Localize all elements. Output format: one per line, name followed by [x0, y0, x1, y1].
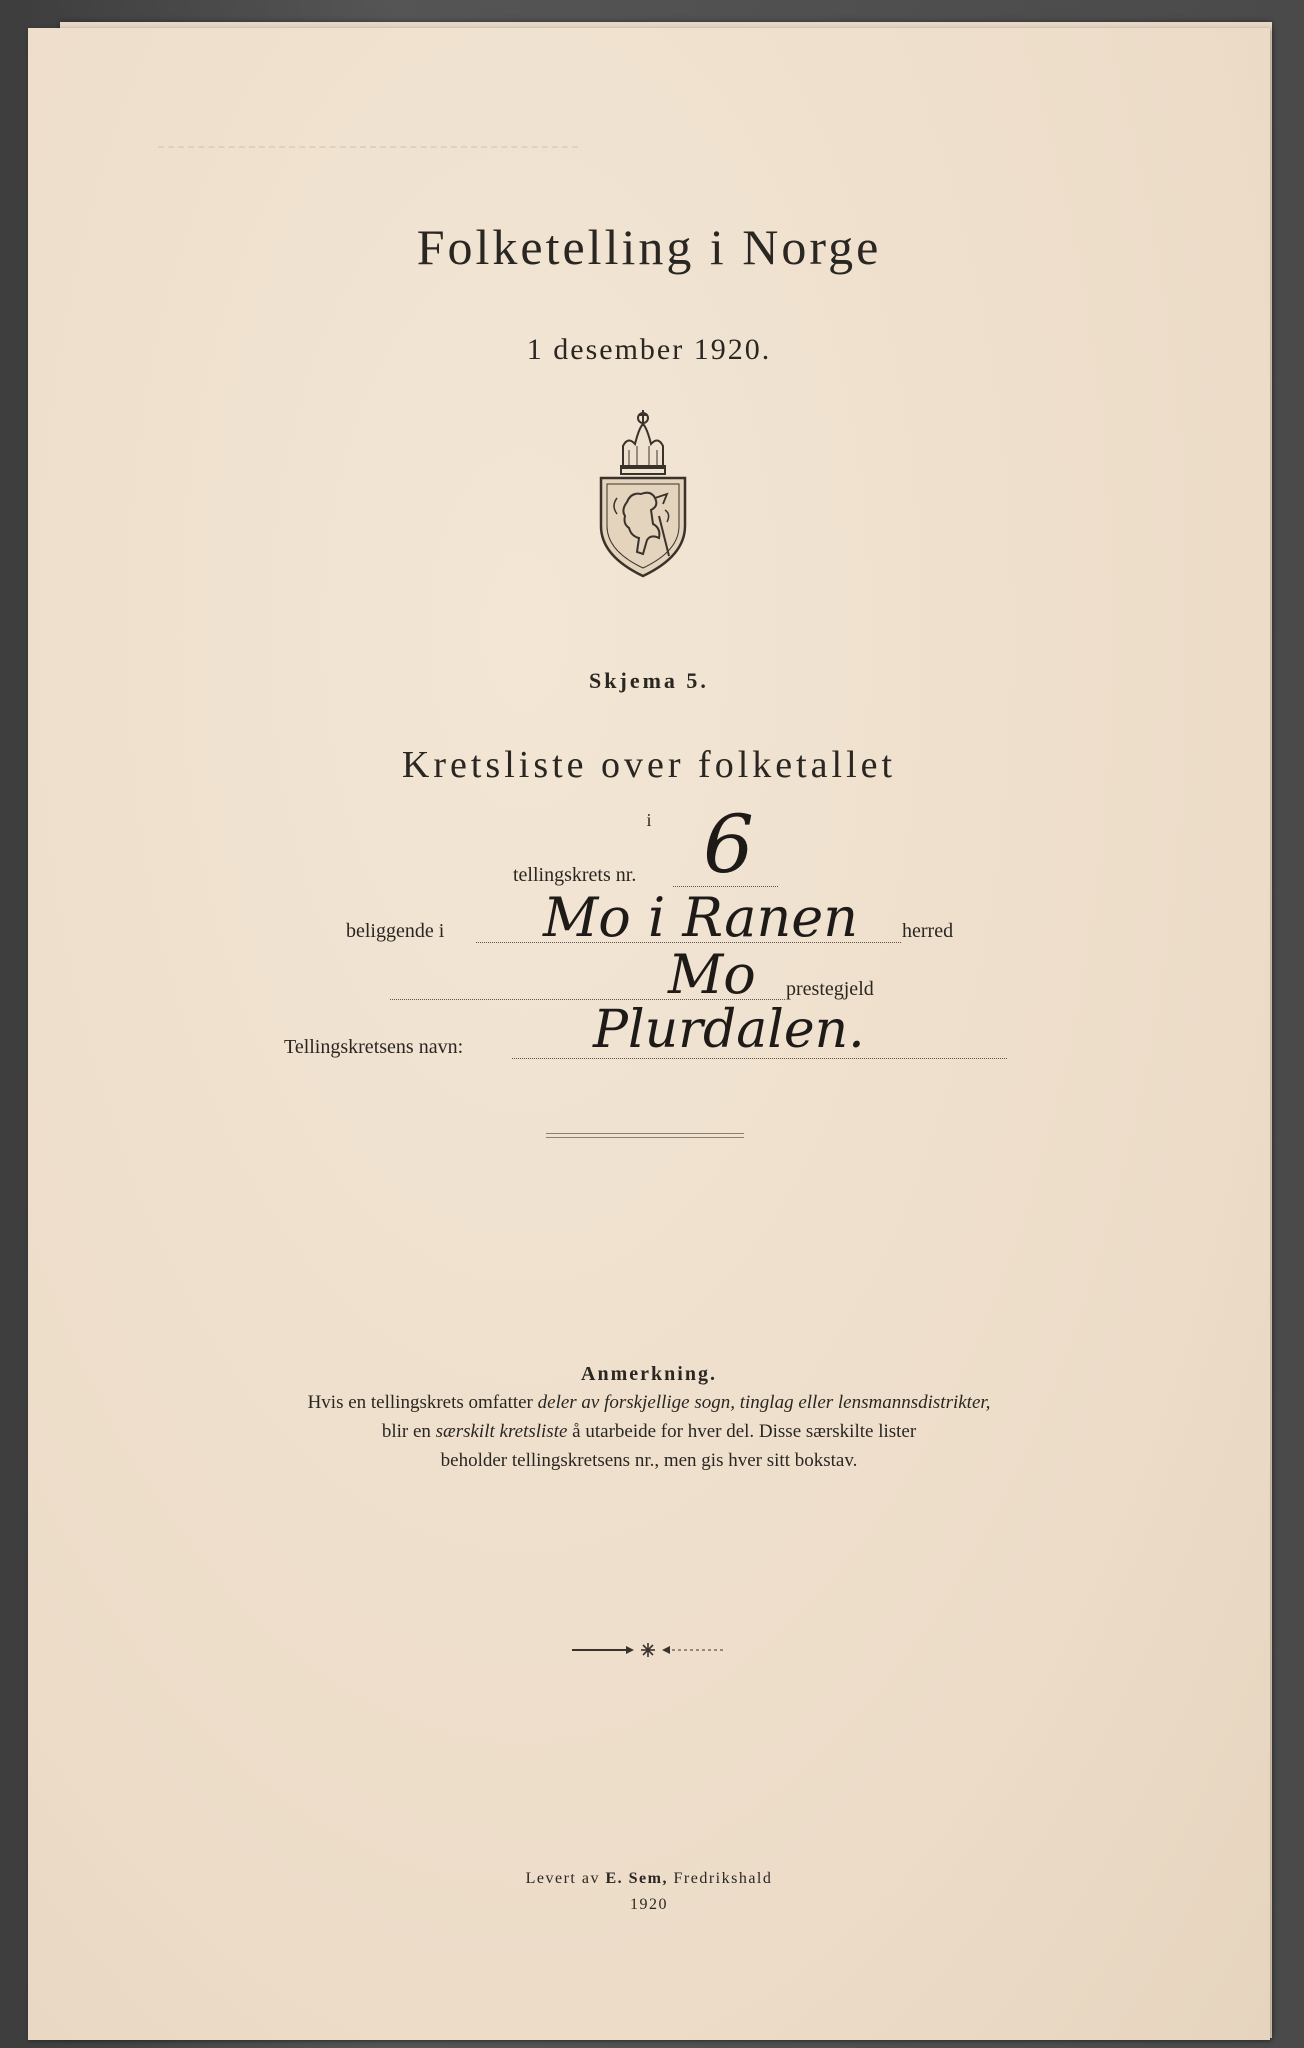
note-title: Anmerkning.	[581, 1363, 717, 1385]
krets-name-value: Plurdalen.	[593, 1000, 865, 1060]
census-form-page	[28, 28, 1270, 2040]
star-divider-icon	[568, 1640, 728, 1660]
printer-name: E. Sem,	[605, 1870, 668, 1887]
krets-number-value: 6	[703, 798, 754, 891]
note-line-1-text: Hvis en tellingskrets omfatter	[307, 1392, 538, 1413]
note-line-1	[28, 1392, 1270, 1414]
bleed-through-marks	[158, 146, 578, 162]
schema-number: Skjema 5.	[589, 668, 709, 693]
krets-name-label: Tellingskretsens navn:	[284, 1036, 464, 1058]
form-heading: Kretsliste over folketallet	[401, 744, 897, 786]
note-line-2-text-b: å utarbeide for hver del. Disse særskilte lister	[567, 1421, 917, 1442]
document-date: 1 desember 1920.	[526, 333, 772, 366]
herred-label: herred	[902, 920, 954, 942]
krets-number-label: tellingskrets nr.	[513, 864, 637, 886]
printer-city: Fredrikshald	[667, 1870, 773, 1887]
herred-value: Mo i Ranen	[543, 886, 859, 949]
note-line-3: beholder tellingskretsens nr., men gis hver sitt bokstav.	[440, 1450, 858, 1471]
printer-year: 1920	[630, 1896, 668, 1913]
printer-credit	[28, 1870, 1270, 1888]
note-line-2	[28, 1421, 1270, 1443]
note-line-1-emphasis: deler av forskjellige sogn, tinglag eller lensmannsdistrikter,	[537, 1392, 991, 1413]
heading-preposition: i	[646, 810, 652, 830]
prestegjeld-label: prestegjeld	[786, 978, 874, 1000]
document-title: Folketelling i Norge	[416, 219, 882, 275]
prestegjeld-value: Mo	[668, 943, 756, 1006]
note-line-2-emphasis: særskilt kretsliste	[435, 1421, 568, 1442]
printer-credit-prefix: Levert av	[525, 1870, 606, 1887]
beliggende-label: beliggende i	[346, 920, 445, 942]
divider-rule-top	[546, 1133, 744, 1134]
divider-rule-bottom	[546, 1137, 744, 1138]
norwegian-coat-of-arms-icon	[593, 406, 693, 581]
note-line-2-text-a: blir en	[381, 1421, 436, 1442]
